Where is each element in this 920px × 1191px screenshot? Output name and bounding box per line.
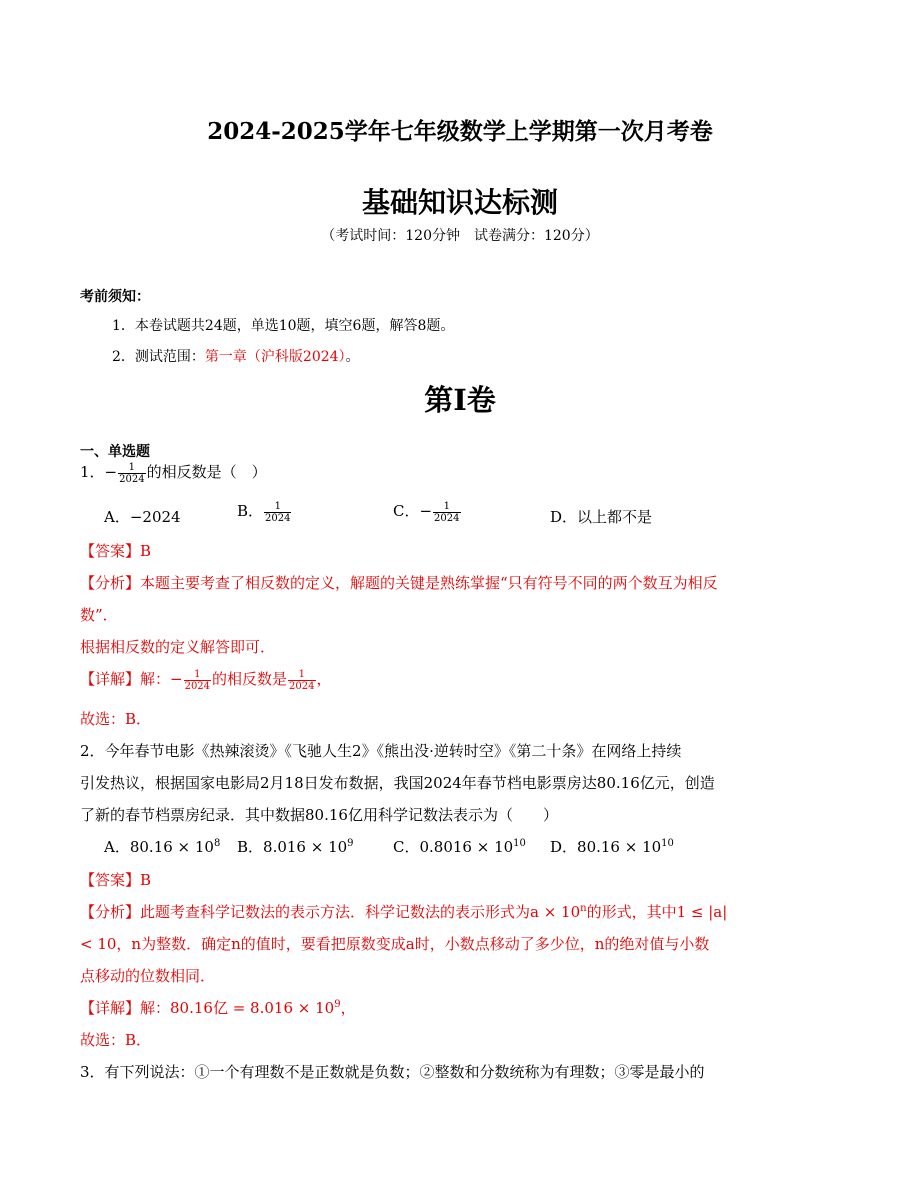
q1-analysis-line-3: 根据相反数的定义解答即可． <box>80 638 276 656</box>
q1-option-d: D．以上都不是 <box>550 508 653 526</box>
q2-analysis-line-1-b: 的形式，其中1 ≤ |a| <box>586 903 728 921</box>
q2-option-a-exp: 8 <box>213 838 221 849</box>
q1-neg-sign: − <box>104 463 118 481</box>
q2-analysis-exp: n <box>580 903 587 914</box>
q1-detail-prefix: 【详解】解：− <box>80 670 183 688</box>
q2-analysis-line-2: < 10，n为整数．确定n的值时，要看把原数变成a时，小数点移动了多少位，n的绝对值与小数 <box>80 935 710 953</box>
q1-answer: 【答案】B <box>80 542 152 560</box>
q1-detail-fraction-2 <box>288 669 315 692</box>
notice-item-1: 1．本卷试题共24题，单选10题，填空6题，解答8题。 <box>112 318 455 334</box>
q1-stem <box>80 461 267 485</box>
q1-option-c-fraction <box>433 501 460 524</box>
q1-stem-suffix: 的相反数是（ ） <box>146 463 267 481</box>
q2-conclusion: 故选：B． <box>80 1031 152 1049</box>
q1-detail-fraction-1 <box>184 669 211 692</box>
page-subtitle: 基础知识达标测 <box>361 186 558 219</box>
q2-option-b-exp: 9 <box>347 838 354 849</box>
q2-detail-suffix: ， <box>340 999 356 1017</box>
q1-option-b-den: 2024 <box>265 512 291 524</box>
notice-item-2-prefix: 2．测试范围： <box>112 349 205 365</box>
page-title: 2024-2025学年七年级数学上学期第一次月考卷 <box>207 118 713 145</box>
q2-option-d <box>550 836 674 857</box>
q2-stem-line-2: 引发热议，根据国家电影局2月18日发布数据，我国2024年春节档电影票房达80.16亿元，创造 <box>80 774 715 792</box>
q1-option-b-label: B． <box>237 502 264 520</box>
q1-detail <box>80 668 332 692</box>
q2-analysis-line-1-a: 【分析】此题考查科学记数法的表示方法．科学记数法的表示形式为a × 10 <box>80 903 581 921</box>
q2-answer: 【答案】B <box>80 871 152 889</box>
q1-detail-num-1: 1 <box>184 669 211 681</box>
q1-option-b-fraction <box>264 501 291 524</box>
q1-detail-den-1: 2024 <box>184 680 211 692</box>
q3-stem-line-1: 3．有下列说法：①一个有理数不是正数就是负数；②整数和分数统称为有理数；③零是最小的 <box>80 1063 705 1081</box>
q1-conclusion: 故选：B． <box>80 710 152 728</box>
q2-option-c-base: C．0.8016 × 10 <box>393 838 514 856</box>
notice-item-2 <box>112 346 360 366</box>
exam-info: （考试时间：120分钟 试卷满分：120分） <box>321 228 599 244</box>
q2-detail-base: 【详解】解：80.16亿 = 8.016 × 10 <box>80 999 335 1017</box>
q1-detail-mid: 的相反数是 <box>212 670 288 688</box>
q1-option-c-label: C．− <box>393 502 433 520</box>
q2-stem-line-3: 了新的春节档票房纪录．其中数据80.16亿用科学记数法表示为（ ） <box>80 806 558 824</box>
q1-number: 1． <box>80 463 105 481</box>
q2-option-a <box>104 836 220 857</box>
q2-analysis-line-3: 点移动的位数相同． <box>80 967 216 985</box>
q2-detail-exp: 9 <box>334 999 341 1010</box>
q2-option-b <box>237 836 354 857</box>
q1-option-b <box>237 500 292 524</box>
volume-label: 第I卷 <box>424 383 496 417</box>
q1-option-c-num: 1 <box>433 501 460 513</box>
q1-frac-den: 2024 <box>119 473 145 485</box>
q2-option-d-base: D．80.16 × 10 <box>550 838 662 856</box>
q2-option-b-base: B．8.016 × 10 <box>237 838 348 856</box>
q2-option-d-exp: 10 <box>661 838 674 849</box>
q1-option-b-num: 1 <box>264 501 291 513</box>
q1-fraction <box>118 462 145 485</box>
q1-analysis-line-2: 数”． <box>80 606 118 624</box>
q2-detail <box>80 997 356 1018</box>
q2-stem-line-1: 2．今年春节电影《热辣滚烫》《飞驰人生2》《熊出没·逆转时空》《第二十条》在网络上持续 <box>80 742 682 760</box>
q1-option-a: A．−2024 <box>104 508 181 526</box>
q1-detail-num-2: 1 <box>288 669 315 681</box>
q1-detail-den-2: 2024 <box>289 680 315 692</box>
section-heading: 一、单选题 <box>80 444 150 460</box>
q1-analysis-line-1: 【分析】本题主要考查了相反数的定义，解题的关键是熟练掌握“只有符号不同的两个数互为相反 <box>80 574 718 592</box>
q2-option-a-base: A．80.16 × 10 <box>104 838 214 856</box>
q1-detail-suffix: ， <box>316 670 332 688</box>
test-scope: 第一章（沪科版2024） <box>204 349 346 365</box>
q1-option-c-den: 2024 <box>434 512 460 524</box>
q2-option-c-exp: 10 <box>513 838 526 849</box>
q1-option-c <box>393 500 462 524</box>
q2-option-c <box>393 836 526 857</box>
notice-heading: 考前须知： <box>80 289 150 305</box>
notice-item-2-suffix: 。 <box>345 349 360 365</box>
q1-frac-num: 1 <box>118 462 145 474</box>
q2-analysis-line-1 <box>80 901 727 922</box>
